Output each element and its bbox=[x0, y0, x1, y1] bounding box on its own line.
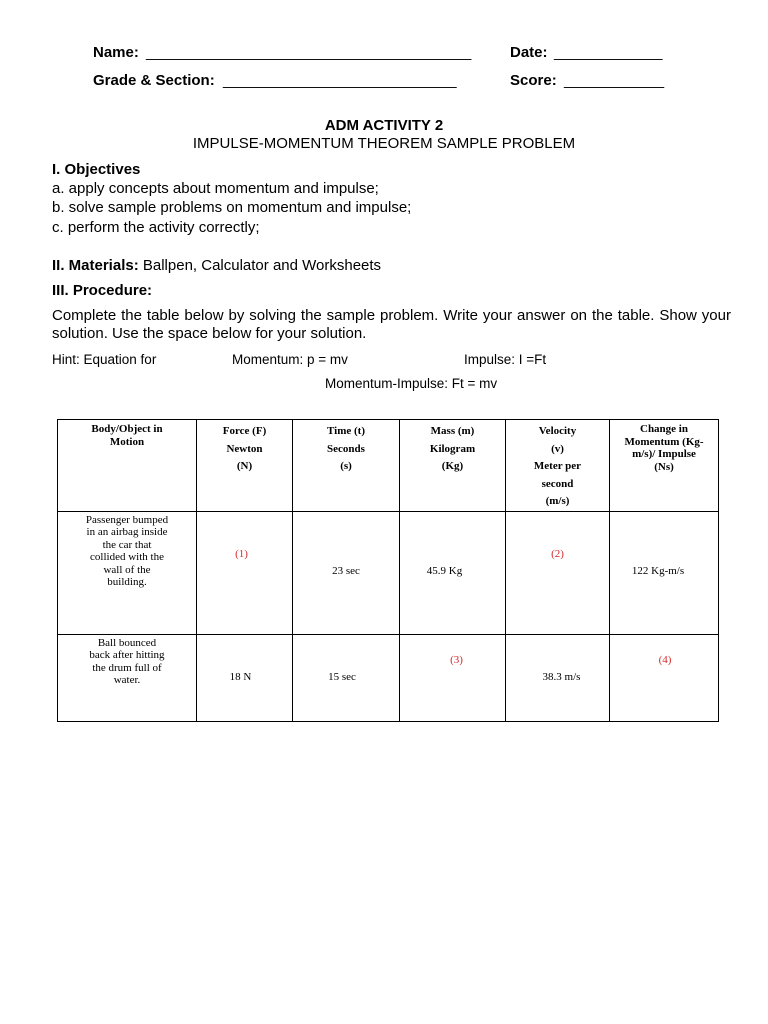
cell-change-in-momentum: 122 Kg-m/s bbox=[610, 511, 719, 634]
hint-momentum-impulse: Momentum-Impulse: Ft = mv bbox=[325, 376, 498, 391]
score-field[interactable]: ____________ bbox=[564, 72, 665, 89]
table-row bbox=[58, 634, 719, 721]
table-header-row bbox=[58, 420, 719, 512]
cell-mass: 45.9 Kg bbox=[400, 511, 506, 634]
header-force: Force (F) Newton (N) bbox=[197, 420, 293, 512]
header-change-in-momentum: Change in Momentum (Kg- m/s)/ Impulse (Ns) bbox=[610, 420, 719, 512]
table-row bbox=[58, 511, 719, 634]
cell-velocity[interactable] bbox=[506, 511, 610, 634]
cell-velocity: 38.3 m/s bbox=[506, 634, 610, 721]
procedure-heading: III. Procedure: bbox=[52, 282, 153, 299]
cell-time: 23 sec bbox=[293, 511, 400, 634]
score-label: Score: bbox=[510, 72, 557, 89]
hint-impulse: Impulse: I =Ft bbox=[464, 352, 547, 367]
grade-section-label: Grade & Section: bbox=[93, 72, 215, 89]
cell-time: 15 sec bbox=[293, 634, 400, 721]
materials-heading: II. Materials: bbox=[52, 257, 139, 274]
objective-item: a. apply concepts about momentum and impulse; bbox=[52, 180, 379, 197]
hint-label: Hint: Equation for bbox=[52, 352, 157, 367]
cell-body-object: Ball bounced back after hitting the drum full of water. bbox=[58, 634, 197, 721]
hint-momentum: Momentum: p = mv bbox=[232, 352, 348, 367]
cell-force[interactable] bbox=[197, 511, 293, 634]
answer-placeholder: (4) bbox=[658, 653, 672, 666]
answer-placeholder: (2) bbox=[551, 547, 564, 560]
answer-placeholder: (1) bbox=[235, 547, 248, 560]
answer-placeholder: (3) bbox=[450, 653, 463, 666]
materials-line bbox=[52, 257, 381, 275]
name-label: Name: bbox=[93, 44, 139, 61]
materials-text: Ballpen, Calculator and Worksheets bbox=[138, 257, 382, 274]
cell-change-in-momentum[interactable] bbox=[610, 634, 719, 721]
cell-force: 18 N bbox=[197, 634, 293, 721]
grade-section-field[interactable]: ____________________________ bbox=[223, 72, 457, 89]
objective-item: b. solve sample problems on momentum and impulse; bbox=[52, 199, 412, 216]
header-mass: Mass (m) Kilogram (Kg) bbox=[400, 420, 506, 512]
activity-title: ADM ACTIVITY 2 bbox=[324, 117, 444, 134]
name-field[interactable]: _______________________________________ bbox=[146, 44, 472, 61]
header-body-object: Body/Object in Motion bbox=[58, 420, 197, 512]
procedure-text: Complete the table below by solving the sample problem. Write your answer on the table. Show your solution. Use the space below for your solution. bbox=[52, 307, 731, 342]
objective-item: c. perform the activity correctly; bbox=[52, 219, 260, 236]
header-velocity: Velocity (v) Meter per second (m/s) bbox=[506, 420, 610, 512]
date-label: Date: bbox=[510, 44, 548, 61]
activity-table bbox=[57, 419, 719, 722]
date-field[interactable]: _____________ bbox=[554, 44, 663, 61]
objectives-heading: I. Objectives bbox=[52, 161, 141, 178]
cell-mass[interactable] bbox=[400, 634, 506, 721]
activity-subtitle: IMPULSE-MOMENTUM THEOREM SAMPLE PROBLEM bbox=[192, 135, 576, 152]
header-time: Time (t) Seconds (s) bbox=[293, 420, 400, 512]
cell-body-object: Passenger bumped in an airbag inside the car that collided with the wall of the building. bbox=[58, 511, 197, 634]
